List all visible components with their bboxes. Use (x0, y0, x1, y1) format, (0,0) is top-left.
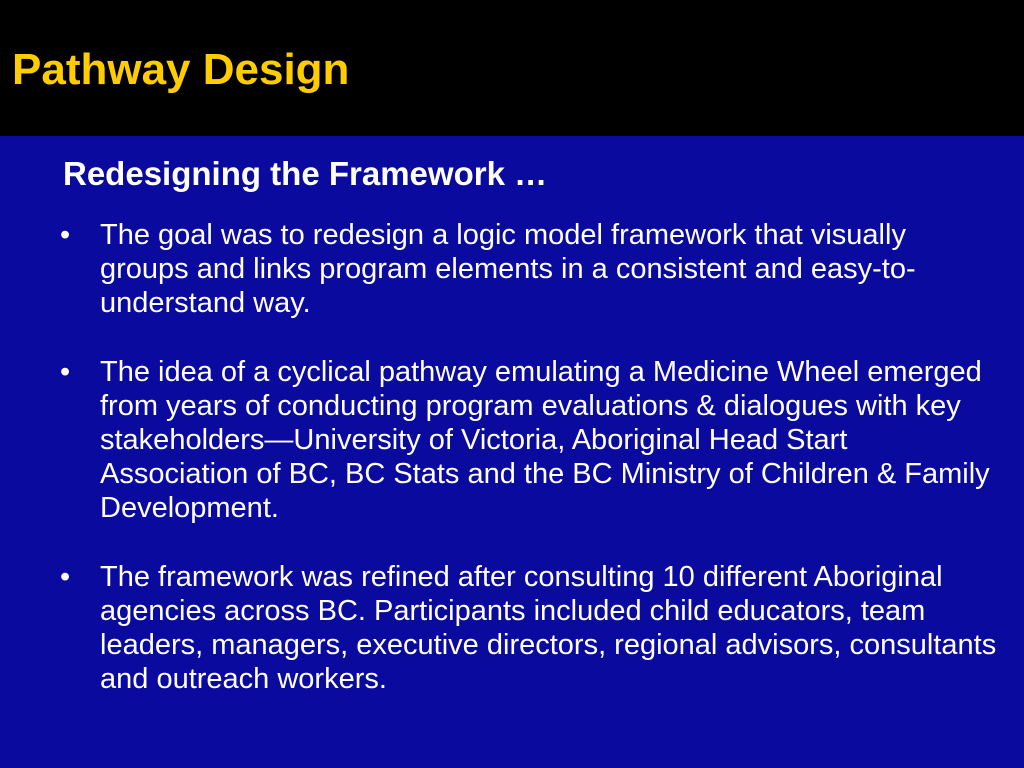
bullet-item (0, 218, 1000, 320)
bullet-text: The framework was refined after consulting 10 different Aboriginal agencies across BC. Participants included child educators, team leaders, managers, executive directors, regional advisors, consultants and outreach workers. (100, 561, 997, 695)
bullet-item (0, 560, 1000, 696)
bullet-text: The goal was to redesign a logic model framework that visually groups and links program elements in a consistent and easy-to-understand way. (100, 219, 916, 319)
slide-title: Pathway Design (12, 45, 350, 94)
bullet-item (0, 355, 1000, 525)
title-bar (0, 0, 1024, 136)
bullet-text: The idea of a cyclical pathway emulating a Medicine Wheel emerged from years of conducting program evaluations & dialogues with key stakeholders—University of Victoria, Aboriginal Head Start Association of BC, BC Stats and the BC Ministry of Children & Family Development. (100, 356, 990, 524)
slide-subtitle: Redesigning the Framework … (63, 155, 548, 192)
bullet-icon: • (60, 356, 71, 388)
bullet-list (0, 218, 1024, 731)
bullet-icon: • (60, 561, 71, 593)
bullet-icon: • (60, 219, 71, 251)
